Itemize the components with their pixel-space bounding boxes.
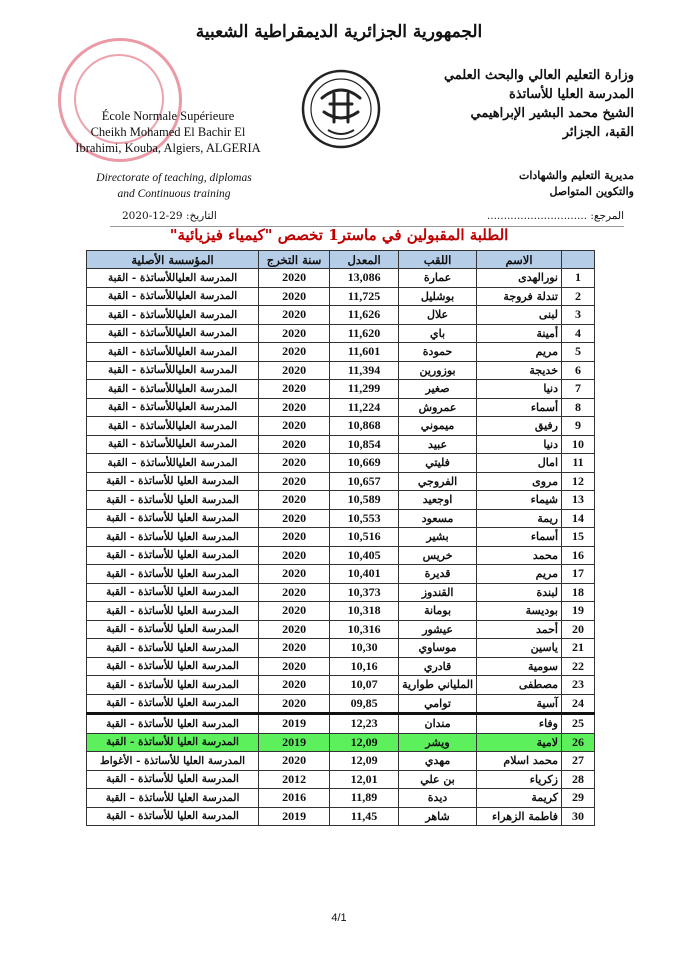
english-line: and Continuous training: [117, 188, 231, 200]
cell-name: زكرياء: [477, 770, 562, 789]
table-row: [87, 435, 595, 454]
french-address: [58, 108, 278, 156]
cell-institution: المدرسة العليا للأساتذة - القبة: [87, 639, 259, 658]
cell-surname: موساوي: [399, 639, 477, 658]
cell-surname: بوزورين: [399, 361, 477, 380]
row-number: 16: [562, 546, 595, 565]
school-line: المدرسة العليا للأساتذة: [509, 87, 634, 102]
row-number: 22: [562, 657, 595, 676]
table-row: [87, 752, 595, 771]
cell-average: 12,01: [330, 770, 399, 789]
cell-surname: خريس: [399, 546, 477, 565]
reference-date-row: [110, 206, 624, 227]
cell-average: 11,224: [330, 398, 399, 417]
cell-institution: المدرسة العليا للأساتذة – القبة: [87, 789, 259, 808]
row-number: 4: [562, 324, 595, 343]
cell-surname: قديرة: [399, 565, 477, 584]
table-row: [87, 491, 595, 510]
cell-institution: المدرسة العلياللأساتذة – القبة: [87, 454, 259, 473]
table-row: [87, 602, 595, 621]
col-header-number: [562, 251, 595, 269]
cell-surname: القندوز: [399, 583, 477, 602]
table-row: [87, 789, 595, 808]
cell-surname: ديدة: [399, 789, 477, 808]
cell-grad-year: 2020: [259, 565, 330, 584]
english-directorate: [84, 170, 264, 202]
cell-surname: ويشر: [399, 733, 477, 752]
cell-institution: المدرسة العلياللأساتذة - القبة: [87, 380, 259, 399]
ministry-block: [404, 66, 634, 142]
cell-grad-year: 2020: [259, 657, 330, 676]
cell-average: 10,854: [330, 435, 399, 454]
cell-average: 10,373: [330, 583, 399, 602]
cell-institution: المدرسة العليا للأساتذة - القبة: [87, 807, 259, 826]
cell-institution: المدرسة العلياللأساتذة - القبة: [87, 417, 259, 436]
ministry-line: وزارة التعليم العالي والبحث العلمي: [443, 68, 634, 83]
row-number: 24: [562, 694, 595, 714]
col-header-institution: المؤسسة الأصلية: [87, 251, 259, 269]
cell-institution: المدرسة العليا للأساتذة - القبة: [87, 770, 259, 789]
english-line: Directorate of teaching, diplomas: [96, 172, 252, 184]
cell-grad-year: 2020: [259, 676, 330, 695]
table-row: [87, 287, 595, 306]
row-number: 29: [562, 789, 595, 808]
table-row: [87, 620, 595, 639]
row-number: 15: [562, 528, 595, 547]
cell-surname: بشير: [399, 528, 477, 547]
cell-name: محمد: [477, 546, 562, 565]
cell-name: سومية: [477, 657, 562, 676]
row-number: 2: [562, 287, 595, 306]
row-number: 8: [562, 398, 595, 417]
cell-average: 11,299: [330, 380, 399, 399]
cell-institution: المدرسة العلياللأساتذة - القبة: [87, 361, 259, 380]
cell-grad-year: 2020: [259, 398, 330, 417]
row-number: 23: [562, 676, 595, 695]
cell-surname: بومانة: [399, 602, 477, 621]
cell-name: نورالهدى: [477, 269, 562, 288]
table-row: [87, 269, 595, 288]
table-row: [87, 565, 595, 584]
table-row: [87, 528, 595, 547]
cell-institution: المدرسة العليا للأساتذة - الأغواط: [87, 752, 259, 771]
reference-field: المرجع: ..............................: [486, 210, 624, 222]
table-row: [87, 714, 595, 734]
row-number: 17: [562, 565, 595, 584]
table-row: [87, 454, 595, 473]
cell-institution: المدرسة العلياللأساتذة - القبة: [87, 343, 259, 362]
cell-average: 10,553: [330, 509, 399, 528]
cell-average: 10,318: [330, 602, 399, 621]
cell-average: 10,16: [330, 657, 399, 676]
cell-average: 11,620: [330, 324, 399, 343]
arabic-sub-line: والتكوين المتواصل: [549, 185, 634, 198]
cell-average: 12,09: [330, 733, 399, 752]
cell-surname: حمودة: [399, 343, 477, 362]
school-logo: [300, 68, 382, 150]
cell-institution: المدرسة العليا للأساتذة - القبة: [87, 509, 259, 528]
cell-grad-year: 2020: [259, 639, 330, 658]
table-row: [87, 807, 595, 826]
cell-average: 11,725: [330, 287, 399, 306]
republic-heading: الجمهورية الجزائرية الديمقراطية الشعبية: [195, 22, 483, 42]
cell-grad-year: 2016: [259, 789, 330, 808]
cell-average: 10,669: [330, 454, 399, 473]
cell-average: 10,401: [330, 565, 399, 584]
table-row: [87, 657, 595, 676]
arabic-sub-line: مديرية التعليم والشهادات: [519, 169, 634, 182]
table-row: [87, 676, 595, 695]
cell-name: لبندة: [477, 583, 562, 602]
col-header-grad-year: سنة التخرج: [259, 251, 330, 269]
cell-average: 12,09: [330, 752, 399, 771]
cell-institution: المدرسة العليا للأساتذة - القبة: [87, 620, 259, 639]
location-line: القبة، الجزائر: [562, 125, 634, 140]
cell-name: ياسين: [477, 639, 562, 658]
cell-institution: المدرسة العلياللأساتذة - القبة: [87, 398, 259, 417]
cell-institution: المدرسة العليا للأساتذة - القبة: [87, 733, 259, 752]
cell-institution: المدرسة العليا للأساتذة - القبة: [87, 546, 259, 565]
cell-grad-year: 2020: [259, 694, 330, 714]
cell-average: 10,589: [330, 491, 399, 510]
cell-average: 10,516: [330, 528, 399, 547]
cell-grad-year: 2020: [259, 269, 330, 288]
page-number: 4/1: [331, 912, 347, 924]
cell-grad-year: 2020: [259, 417, 330, 436]
table-row: [87, 417, 595, 436]
cell-name: أحمد: [477, 620, 562, 639]
table-row: [87, 509, 595, 528]
table-row: [87, 583, 595, 602]
cell-name: ريمة: [477, 509, 562, 528]
cell-grad-year: 2020: [259, 435, 330, 454]
cell-name: وفاء: [477, 714, 562, 734]
cell-name: أسماء: [477, 528, 562, 547]
cell-grad-year: 2020: [259, 287, 330, 306]
cell-institution: المدرسة العليا للأساتذة - القبة: [87, 491, 259, 510]
cell-grad-year: 2020: [259, 306, 330, 325]
cell-grad-year: 2020: [259, 491, 330, 510]
cell-surname: مهدي: [399, 752, 477, 771]
cell-average: 09,85: [330, 694, 399, 714]
cell-surname: الملياني طوارية: [399, 676, 477, 695]
cell-surname: صغير: [399, 380, 477, 399]
cell-average: 12,23: [330, 714, 399, 734]
cell-name: أسماء: [477, 398, 562, 417]
row-number: 7: [562, 380, 595, 399]
row-number: 18: [562, 583, 595, 602]
cell-average: 11,45: [330, 807, 399, 826]
table-row: [87, 546, 595, 565]
cell-name: آسية: [477, 694, 562, 714]
cell-name: فاطمة الزهراء: [477, 807, 562, 826]
cell-grad-year: 2020: [259, 602, 330, 621]
cell-grad-year: 2020: [259, 343, 330, 362]
cell-average: 10,657: [330, 472, 399, 491]
cell-institution: المدرسة العلياللأساتذة - القبة: [87, 287, 259, 306]
cell-name: رفيق: [477, 417, 562, 436]
cell-average: 11,601: [330, 343, 399, 362]
cell-average: 11,394: [330, 361, 399, 380]
cell-average: 13,086: [330, 269, 399, 288]
cell-institution: المدرسة العليا للأساتذة - القبة: [87, 602, 259, 621]
students-table: [86, 250, 595, 826]
document-title: الطلبة المقبولين في ماستر1 تخصص "كيمياء فيزيائية": [169, 226, 509, 244]
cell-grad-year: 2019: [259, 733, 330, 752]
cell-surname: شاهر: [399, 807, 477, 826]
table-row: [87, 733, 595, 752]
cell-grad-year: 2020: [259, 752, 330, 771]
row-number: 30: [562, 807, 595, 826]
cell-name: لبنى: [477, 306, 562, 325]
arabic-directorate: [434, 168, 634, 200]
cell-institution: المدرسة العلياللأساتذة - القبة: [87, 324, 259, 343]
row-number: 12: [562, 472, 595, 491]
cell-surname: قادري: [399, 657, 477, 676]
cell-surname: عيشور: [399, 620, 477, 639]
cell-name: أمينة: [477, 324, 562, 343]
cell-average: 11,626: [330, 306, 399, 325]
row-number: 3: [562, 306, 595, 325]
row-number: 25: [562, 714, 595, 734]
row-number: 11: [562, 454, 595, 473]
row-number: 9: [562, 417, 595, 436]
cell-surname: علال: [399, 306, 477, 325]
cell-surname: اوجعيد: [399, 491, 477, 510]
french-line: Ibrahimi, Kouba, Algiers, ALGERIA: [75, 141, 261, 155]
table-row: [87, 398, 595, 417]
cell-name: كريمة: [477, 789, 562, 808]
row-number: 19: [562, 602, 595, 621]
row-number: 10: [562, 435, 595, 454]
cell-institution: المدرسة العليا للأساتذة - القبة: [87, 657, 259, 676]
cell-grad-year: 2020: [259, 583, 330, 602]
cell-grad-year: 2020: [259, 620, 330, 639]
row-number: 26: [562, 733, 595, 752]
cell-grad-year: 2020: [259, 454, 330, 473]
cell-surname: بن علي: [399, 770, 477, 789]
cell-name: دنيا: [477, 380, 562, 399]
table-header-row: [87, 251, 595, 269]
cell-institution: المدرسة العليا للأساتذة - القبة: [87, 676, 259, 695]
table-row: [87, 639, 595, 658]
school-name-line: الشيخ محمد البشير الإبراهيمي: [470, 106, 634, 121]
cell-surname: فليتي: [399, 454, 477, 473]
cell-grad-year: 2020: [259, 361, 330, 380]
cell-grad-year: 2020: [259, 509, 330, 528]
cell-grad-year: 2020: [259, 324, 330, 343]
row-number: 13: [562, 491, 595, 510]
french-line: Cheikh Mohamed El Bachir El: [90, 125, 246, 139]
cell-institution: المدرسة العلياللأساتذة - القبة: [87, 306, 259, 325]
cell-surname: مندان: [399, 714, 477, 734]
cell-average: 10,868: [330, 417, 399, 436]
table-row: [87, 380, 595, 399]
table-row: [87, 472, 595, 491]
cell-name: مريم: [477, 343, 562, 362]
cell-institution: المدرسة العليا للأساتذة - القبة: [87, 694, 259, 714]
cell-surname: عمارة: [399, 269, 477, 288]
row-number: 5: [562, 343, 595, 362]
cell-surname: بوشليل: [399, 287, 477, 306]
table-row: [87, 306, 595, 325]
col-header-average: المعدل: [330, 251, 399, 269]
cell-average: 11,89: [330, 789, 399, 808]
cell-name: بوديسة: [477, 602, 562, 621]
cell-grad-year: 2020: [259, 472, 330, 491]
cell-grad-year: 2020: [259, 546, 330, 565]
row-number: 21: [562, 639, 595, 658]
french-line: École Normale Supérieure: [101, 109, 235, 123]
cell-surname: عبيد: [399, 435, 477, 454]
cell-grad-year: 2019: [259, 807, 330, 826]
cell-name: شيماء: [477, 491, 562, 510]
row-number: 6: [562, 361, 595, 380]
table-row: [87, 770, 595, 789]
col-header-name: الاسم: [477, 251, 562, 269]
cell-name: خديجة: [477, 361, 562, 380]
cell-name: مصطفى: [477, 676, 562, 695]
cell-institution: المدرسة العلياللأساتذة - القبة: [87, 435, 259, 454]
cell-average: 10,316: [330, 620, 399, 639]
cell-institution: المدرسة العليا للأساتذة - القبة: [87, 714, 259, 734]
cell-average: 10,07: [330, 676, 399, 695]
cell-average: 10,405: [330, 546, 399, 565]
cell-name: تندلة فروجة: [477, 287, 562, 306]
row-number: 20: [562, 620, 595, 639]
row-number: 27: [562, 752, 595, 771]
cell-surname: ميموني: [399, 417, 477, 436]
cell-surname: توامي: [399, 694, 477, 714]
cell-name: لامية: [477, 733, 562, 752]
cell-institution: المدرسة العليا للأساتذة - القبة: [87, 565, 259, 584]
cell-surname: مسعود: [399, 509, 477, 528]
cell-surname: باي: [399, 324, 477, 343]
row-number: 1: [562, 269, 595, 288]
cell-surname: الفروجي: [399, 472, 477, 491]
cell-grad-year: 2020: [259, 528, 330, 547]
cell-institution: المدرسة العليا للأساتذة - القبة: [87, 528, 259, 547]
cell-name: امال: [477, 454, 562, 473]
table-row: [87, 694, 595, 714]
col-header-surname: اللقب: [399, 251, 477, 269]
cell-grad-year: 2019: [259, 714, 330, 734]
table-row: [87, 361, 595, 380]
cell-institution: المدرسة العلياللأساتذة - القبة: [87, 269, 259, 288]
document-date: التاريخ: 29-12-2020: [122, 210, 217, 222]
cell-name: محمد اسلام: [477, 752, 562, 771]
cell-surname: عمروش: [399, 398, 477, 417]
cell-average: 10,30: [330, 639, 399, 658]
cell-grad-year: 2020: [259, 380, 330, 399]
cell-grad-year: 2012: [259, 770, 330, 789]
cell-institution: المدرسة العليا للأساتذة - القبة: [87, 472, 259, 491]
cell-institution: المدرسة العليا للأساتذة - القبة: [87, 583, 259, 602]
table-row: [87, 343, 595, 362]
cell-name: مروى: [477, 472, 562, 491]
table-row: [87, 324, 595, 343]
cell-name: دنيا: [477, 435, 562, 454]
row-number: 14: [562, 509, 595, 528]
row-number: 28: [562, 770, 595, 789]
cell-name: مريم: [477, 565, 562, 584]
